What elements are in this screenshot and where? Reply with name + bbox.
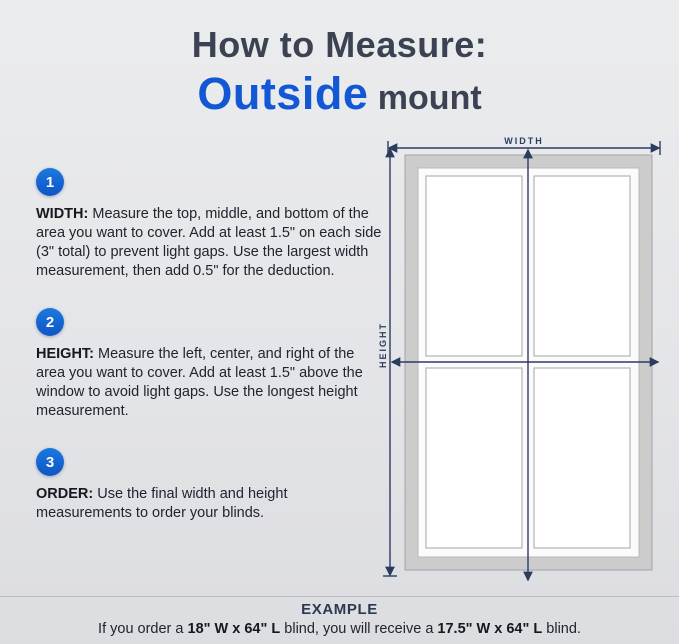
step-3-badge: 3 (36, 448, 64, 476)
step-1-text (36, 205, 384, 282)
step-width (36, 168, 384, 282)
example-heading: EXAMPLE (301, 601, 378, 618)
title-line2 (0, 68, 679, 120)
example-sentence (0, 621, 679, 637)
title-highlight: Outside (197, 68, 369, 119)
step-height (36, 308, 384, 422)
title-line1: How to Measure: (191, 24, 488, 65)
step-3-body: Use the final width and height measurements to order your blinds. (36, 486, 288, 522)
window-pane-bottom-right (534, 368, 630, 548)
step-2-body: Measure the left, center, and right of the area you want to cover. Add at least 1.5" above the window to avoid light gaps. Use the longest height measurement. (36, 346, 363, 420)
example-prefix: If you order a (98, 621, 188, 637)
step-3-text (36, 485, 384, 523)
step-1-keyword: WIDTH: (36, 206, 89, 222)
step-1-badge: 1 (36, 168, 64, 196)
step-2-keyword: HEIGHT: (36, 346, 94, 362)
step-2-badge: 2 (36, 308, 64, 336)
step-order (36, 448, 384, 523)
example-receive-size: 17.5" W x 64" L (437, 621, 543, 637)
example-order-size: 18" W x 64" L (187, 621, 281, 637)
window-pane-top-left (426, 176, 522, 356)
window-pane-top-right (534, 176, 630, 356)
page-title (0, 24, 679, 120)
step-1-body: Measure the top, middle, and bottom of the area you want to cover. Add at least 1.5" on each side (3" total) to prevent light gaps. Use the largest width measurement, then add 0.5" for the deduction. (36, 206, 382, 280)
example-middle: blind, you will receive a (280, 621, 438, 637)
step-2-text (36, 345, 384, 422)
step-3-keyword: ORDER: (36, 486, 94, 502)
width-label: WIDTH (504, 136, 544, 146)
window-pane-bottom-left (426, 368, 522, 548)
example-suffix: blind. (542, 621, 581, 637)
height-label: HEIGHT (378, 321, 388, 369)
window-diagram (378, 136, 670, 588)
title-suffix: mount (368, 79, 482, 117)
footer-divider (0, 596, 679, 597)
